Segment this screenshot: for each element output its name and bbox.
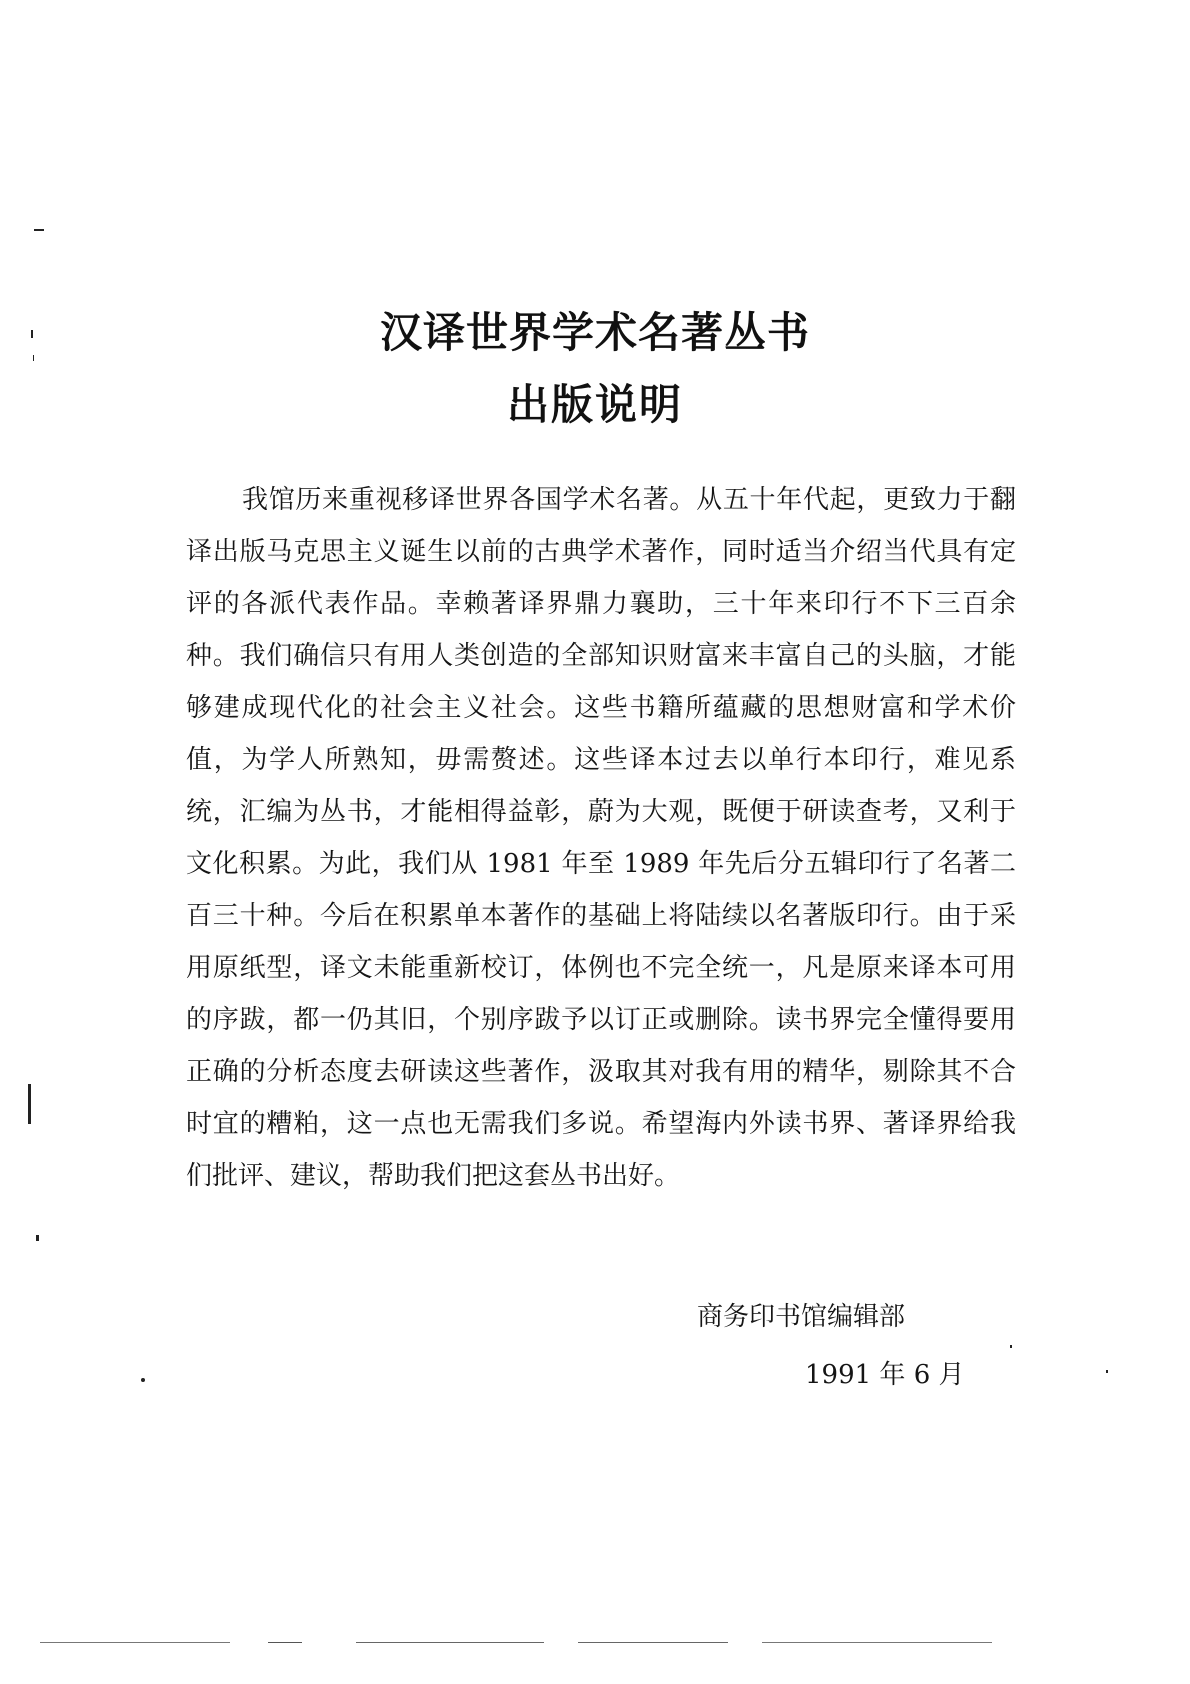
publication-date: 1991 年 6 月 bbox=[805, 1360, 965, 1390]
scan-mark bbox=[34, 229, 44, 231]
publisher-signature: 商务印书馆编辑部 bbox=[697, 1302, 906, 1332]
scan-mark bbox=[1010, 1345, 1012, 1348]
page-subtitle: 出版说明 bbox=[506, 380, 683, 429]
scan-bottom-edge bbox=[578, 1642, 728, 1643]
body-paragraph: 我馆历来重视移译世界各国学术名著。从五十年代起，更致力于翻译出版马克思主义诞生以前的古典学术著作，同时适当介绍当代具有定评的各派代表作品。幸赖著译界鼎力襄助，三十年来印行不下三百余种。我们确信只有用人类创造的全部知识财富来丰富自己的头脑，才能够建成现代化的社会主义社会。这些书籍所蕴藏的思想财富和学术价值，为学人所熟知，毋需赘述。这些译本过去以单行本印行，难见系统，汇编为丛书，才能相得益彰，蔚为大观，既便于研读查考，又利于文化积累。为此，我们从 1981 年至 1989 年先后分五辑印行了名著二百三十种。今后在积累单本著作的基础上将陆续以名著版印行。由于采用原纸型，译文未能重新校订，体例也不完全统一，凡是原来译本可用的序跋，都一仍其旧，个别序跋予以订正或删除。读书界完全懂得要用正确的分析态度去研读这些著作，汲取其对我有用的精华，剔除其不合时宜的糟粕，这一点也无需我们多说。希望海内外读书界、著译界给我们批评、建议，帮助我们把这套丛书出好。 bbox=[186, 485, 1016, 1191]
scan-bottom-edge bbox=[356, 1642, 544, 1643]
scan-bottom-edge bbox=[268, 1642, 302, 1643]
scan-mark bbox=[1106, 1370, 1108, 1373]
scan-mark bbox=[31, 330, 33, 338]
scan-mark bbox=[33, 355, 34, 361]
page-title: 汉译世界学术名著丛书 bbox=[379, 308, 810, 357]
scan-mark bbox=[141, 1378, 145, 1382]
scan-mark bbox=[28, 1084, 31, 1124]
scan-bottom-edge bbox=[762, 1642, 992, 1643]
scan-bottom-edge bbox=[40, 1642, 230, 1643]
scan-mark bbox=[36, 1235, 39, 1241]
